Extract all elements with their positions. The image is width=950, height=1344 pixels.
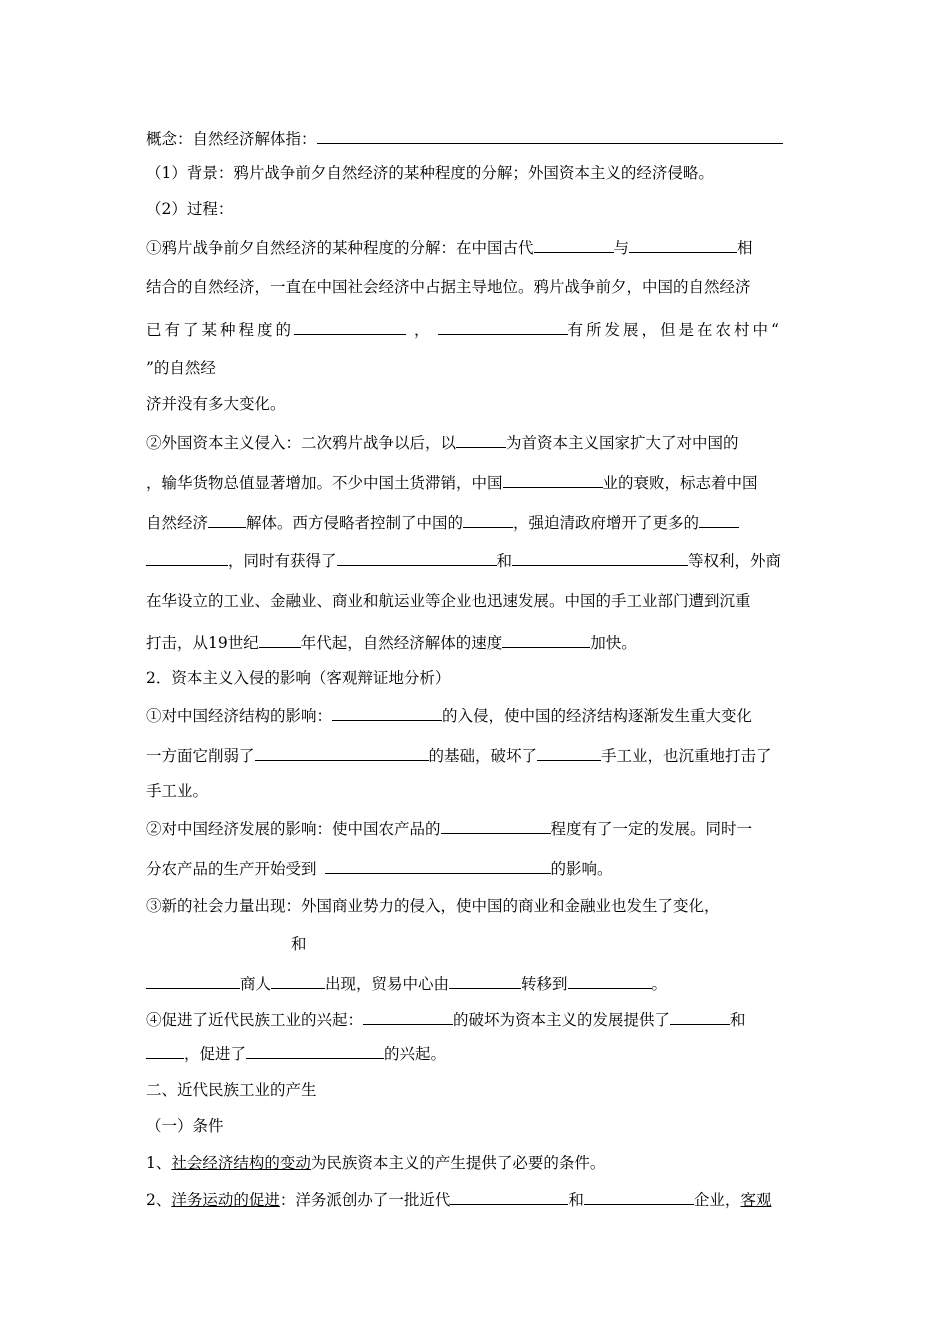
section-heading-text: 2．资本主义入侵的影响（客观辩证地分析） [146,669,451,687]
paragraph-text: 和 [496,552,513,570]
paragraph-line [146,1153,605,1173]
paragraph-text: 解体。西方侵略者控制了中国的 [246,514,464,532]
paragraph-text: 的基础，破坏了 [428,747,538,765]
answer-blank[interactable] [317,128,783,144]
paragraph-line [146,858,613,879]
paragraph-text: 为民族资本主义的产生提供了必要的条件。 [310,1154,606,1172]
paragraph-text: ，强迫清政府增开了更多的 [513,514,700,532]
section-heading [146,668,450,688]
paragraph-text: 2、 [146,1191,172,1209]
process-heading-text: （2）过程： [146,200,234,218]
paragraph-line [146,394,286,414]
paragraph-text: 有所发展，但是在农村中“ [567,321,782,339]
paragraph-text: 结合的自然经济，一直在中国社会经济中占据主导地位。鸦片战争前夕，中国的自然经济 [146,278,751,296]
answer-blank[interactable] [441,818,551,834]
paragraph-line [146,277,751,297]
paragraph-line [146,1043,446,1064]
paragraph-line [146,237,753,258]
answer-blank[interactable] [146,973,240,989]
paragraph-text: ②对中国经济发展的影响：使中国农产品的 [146,820,441,838]
background-text: （1）背景：鸦片战争前夕自然经济的某种程度的分解；外国资本主义的经济侵略。 [146,164,714,182]
answer-blank[interactable] [259,632,301,648]
paragraph-line [146,1189,771,1210]
answer-blank[interactable] [502,632,590,648]
answer-blank[interactable] [503,472,603,488]
answer-blank[interactable] [629,237,737,253]
paragraph-text: 和 [568,1191,584,1209]
paragraph-text: 分农产品的生产开始受到 [146,860,317,878]
paragraph-text: 转移到 [521,975,568,993]
answer-blank[interactable] [146,1043,184,1059]
paragraph-line [146,432,739,453]
paragraph-line [146,1009,746,1030]
underlined-term: 社会经济结构的变动 [171,1154,311,1172]
paragraph-line [146,818,752,839]
paragraph-line [146,550,781,571]
answer-blank[interactable] [568,973,652,989]
paragraph-text: 业的衰败，标志着中国 [602,474,758,492]
paragraph-text: ④促进了近代民族工业的兴起： [146,1011,364,1029]
background-line [146,163,714,183]
paragraph-line [146,591,751,611]
paragraph-text: 在华设立的工业、金融业、商业和航运业等企业也迅速发展。中国的手工业部门遭到沉重 [146,592,751,610]
paragraph-line [146,632,637,653]
paragraph-text: 已有了某种程度的 [146,321,295,339]
paragraph-text: 打击，从19世纪 [146,634,259,652]
paragraph-text: 和 [291,935,307,953]
answer-blank[interactable] [699,512,739,528]
answer-blank[interactable] [449,973,521,989]
paragraph-text: 的兴起。 [384,1045,447,1063]
process-heading [146,199,233,219]
paragraph-text: ①对中国经济结构的影响： [146,707,333,725]
underlined-term: 客观 [740,1191,772,1209]
paragraph-line [146,705,752,726]
paragraph-text: 等权利，外商 [688,552,782,570]
paragraph-text: 的入侵，使中国的经济结构逐渐发生重大变化 [442,707,753,725]
paragraph-line [146,319,782,340]
paragraph-text: ”的自然经 [146,359,216,377]
paragraph-text: 1、 [146,1154,172,1172]
paragraph-text: 自然经济 [146,514,209,532]
paragraph-text: 一方面它削弱了 [146,747,255,765]
paragraph-text: 程度有了一定的发展。同时一 [550,820,753,838]
answer-blank[interactable] [463,512,513,528]
answer-blank[interactable] [337,550,497,566]
paragraph-text: ③新的社会力量出现：外国商业势力的侵入，使中国的商业和金融业也发生了变化， [146,897,720,915]
answer-blank[interactable] [146,550,228,566]
section-heading-text: 二、近代民族工业的产生 [146,1081,317,1099]
paragraph-text: 与 [613,239,630,257]
answer-blank[interactable] [332,705,442,721]
answer-blank[interactable] [255,745,429,761]
section-heading [146,1080,317,1100]
paragraph-line [291,934,307,954]
paragraph-text: 和 [730,1011,746,1029]
answer-blank[interactable] [208,512,246,528]
paragraph-text: 济并没有多大变化。 [146,395,286,413]
paragraph-text: ，输华货物总值显著增加。不少中国土货滞销，中国 [146,474,503,492]
paragraph-line [146,512,739,533]
answer-blank[interactable] [325,858,551,874]
paragraph-text: 的破坏为资本主义的发展提供了 [453,1011,671,1029]
paragraph-text: ，同时有获得了 [228,552,337,570]
paragraph-text: 出现，贸易中心由 [325,975,450,993]
paragraph-line [146,973,667,994]
paragraph-line [146,472,758,493]
paragraph-text: 手工业。 [146,782,209,800]
answer-blank[interactable] [512,550,688,566]
paragraph-line [146,781,208,801]
answer-blank[interactable] [534,237,614,253]
paragraph-text: 。 [651,975,668,993]
answer-blank[interactable] [670,1009,730,1025]
answer-blank[interactable] [363,1009,453,1025]
answer-blank[interactable] [271,973,325,989]
answer-blank[interactable] [456,432,506,448]
answer-blank[interactable] [294,319,406,335]
answer-blank[interactable] [438,319,568,335]
paragraph-text: 加快。 [590,634,637,652]
concept-text: 概念：自然经济解体指： [146,130,317,148]
paragraph-line [146,358,216,378]
paragraph-line [146,745,772,766]
paragraph-text: 商人 [240,975,272,993]
concept-line [146,128,783,149]
answer-blank[interactable] [584,1189,694,1205]
paragraph-text: 年代起，自然经济解体的速度 [300,634,503,652]
paragraph-text: ：洋务派创办了一批近代 [279,1191,451,1209]
subsection-heading [146,1116,224,1136]
paragraph-line [146,896,720,916]
paragraph-text: 相 [737,239,753,257]
answer-blank[interactable] [537,745,601,761]
answer-blank[interactable] [450,1189,568,1205]
paragraph-text: ②外国资本主义侵入：二次鸦片战争以后，以 [146,434,457,452]
paragraph-text: 为首资本主义国家扩大了对中国的 [506,434,739,452]
paragraph-text: 企业， [693,1191,741,1209]
paragraph-text: 的影响。 [550,860,613,878]
paragraph-text: ，促进了 [184,1045,247,1063]
paragraph-text: 手工业，也沉重地打击了 [601,747,772,765]
answer-blank[interactable] [246,1043,384,1059]
underlined-term: 洋务运动的促进 [171,1191,280,1209]
subsection-heading-text: （一）条件 [146,1117,224,1135]
paragraph-text: ①鸦片战争前夕自然经济的某种程度的分解：在中国古代 [146,239,534,257]
paragraph-text: ， [414,321,430,339]
